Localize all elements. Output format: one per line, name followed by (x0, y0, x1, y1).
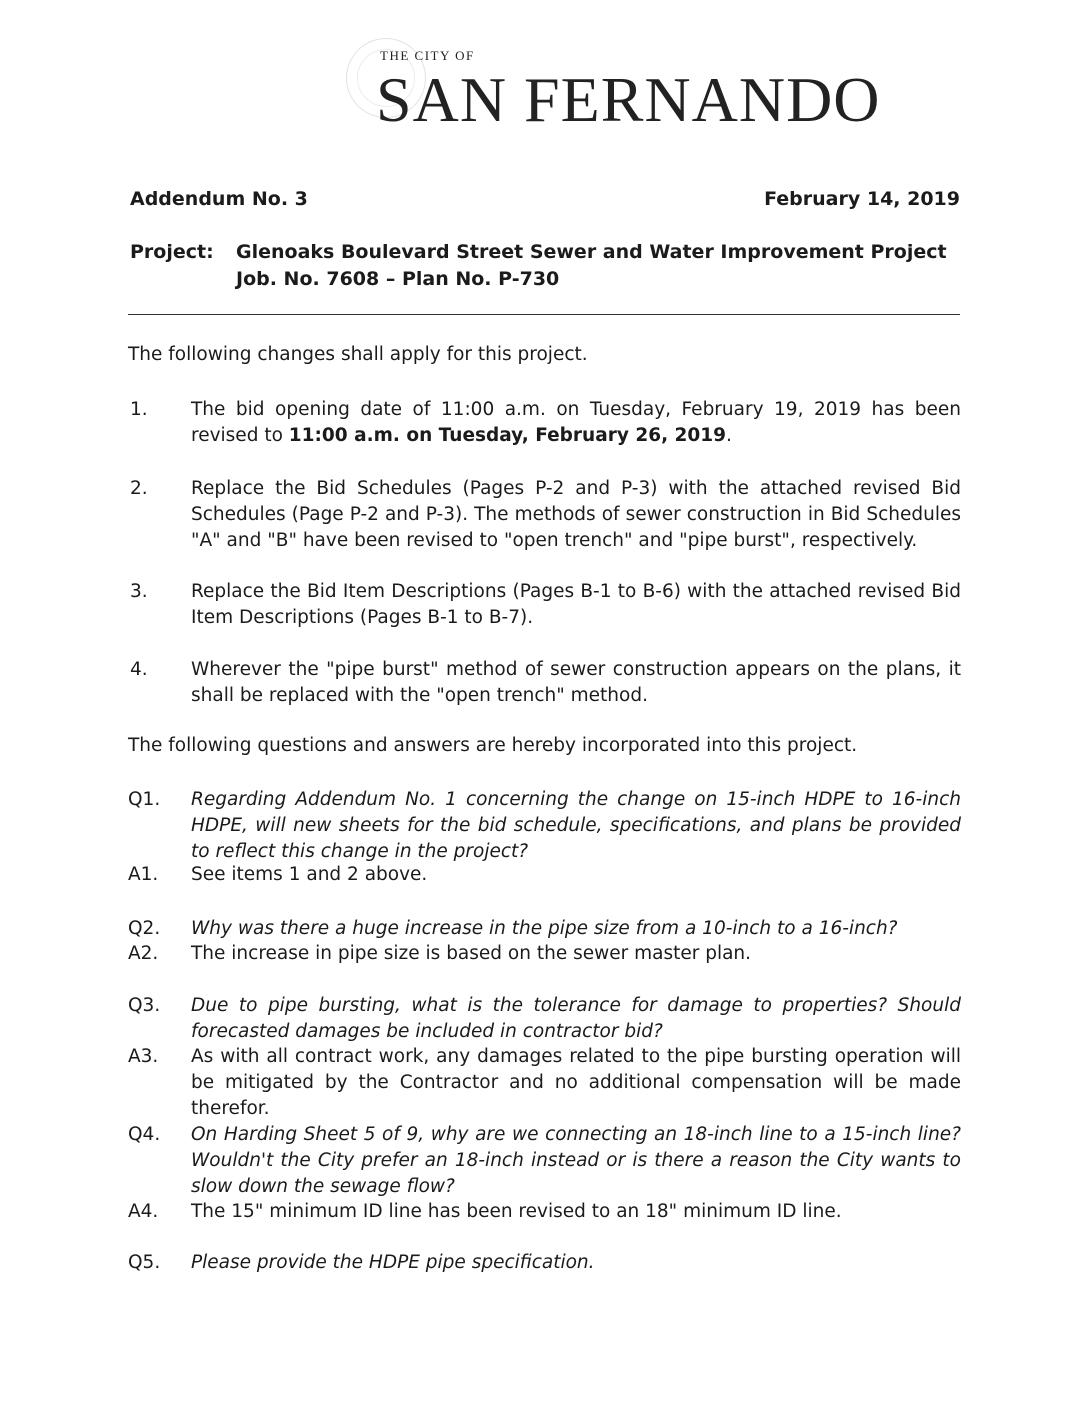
addendum-date: February 14, 2019 (764, 188, 960, 210)
logo-main-text: SAN FERNANDO (376, 64, 881, 135)
project-label: Project: (130, 241, 214, 263)
change-2-number: 2. (130, 478, 148, 499)
q2-text: Why was there a huge increase in the pipe size from a 10-inch to a 16-inch? (191, 918, 898, 939)
q4-number: Q4. (128, 1124, 161, 1145)
a2-number: A2. (128, 943, 159, 964)
a3-number: A3. (128, 1046, 159, 1067)
qa-intro: The following questions and answers are hereby incorporated into this project. (128, 735, 858, 756)
changes-intro: The following changes shall apply for this project. (128, 344, 588, 365)
q5-number: Q5. (128, 1252, 161, 1273)
change-3-number: 3. (130, 581, 148, 602)
a4-text: The 15" minimum ID line has been revised to an 18" minimum ID line. (191, 1201, 842, 1222)
change-4-number: 4. (130, 659, 148, 680)
a3-text: As with all contract work, any damages related to the pipe bursting operation will be mitigated by the Contractor and no additional compensation will be made therefor. (191, 1046, 961, 1119)
project-title: Glenoaks Boulevard Street Sewer and Water Improvement Project (236, 241, 947, 263)
change-4-text: Wherever the "pipe burst" method of sewer construction appears on the plans, it shall be replaced with the "open trench" method. (191, 659, 961, 706)
change-1-text: The bid opening date of 11:00 a.m. on Tuesday, February 19, 2019 has been revised to 11:00 a.m. on Tuesday, February 26, 2019. (191, 399, 961, 446)
addendum-number: Addendum No. 3 (130, 188, 308, 210)
q1-text: Regarding Addendum No. 1 concerning the change on 15-inch HDPE to 16-inch HDPE, will new sheets for the bid schedule, specifications, and plans be provided to reflect this change in the project? (191, 789, 961, 862)
q3-text: Due to pipe bursting, what is the tolerance for damage to properties? Should forecasted damages be included in contractor bid? (191, 995, 961, 1042)
header-divider (128, 314, 960, 315)
a1-text: See items 1 and 2 above. (191, 864, 428, 885)
q2-number: Q2. (128, 918, 161, 939)
q4-text: On Harding Sheet 5 of 9, why are we connecting an 18-inch line to a 15-inch line? Wouldn't the City prefer an 18-inch instead or is there a reason the City wants to slow down the sewage flow? (191, 1124, 961, 1197)
city-logo (340, 30, 881, 140)
q5-text: Please provide the HDPE pipe specification. (191, 1252, 595, 1273)
a4-number: A4. (128, 1201, 159, 1222)
q1-number: Q1. (128, 789, 161, 810)
a2-text: The increase in pipe size is based on the sewer master plan. (191, 943, 752, 964)
change-2-text: Replace the Bid Schedules (Pages P-2 and P-3) with the attached revised Bid Schedules (Page P-2 and P-3). The methods of sewer construction in Bid Schedules "A" and "B" have been revised to "open trench" and "pipe burst", respectively. (191, 478, 961, 551)
logo-small-text: THE CITY OF (380, 48, 475, 63)
change-3-text: Replace the Bid Item Descriptions (Pages B-1 to B-6) with the attached revised Bid Item Descriptions (Pages B-1 to B-7). (191, 581, 961, 628)
job-plan-number: Job. No. 7608 – Plan No. P-730 (236, 268, 560, 290)
change-1-number: 1. (130, 399, 148, 420)
q3-number: Q3. (128, 995, 161, 1016)
a1-number: A1. (128, 864, 159, 885)
